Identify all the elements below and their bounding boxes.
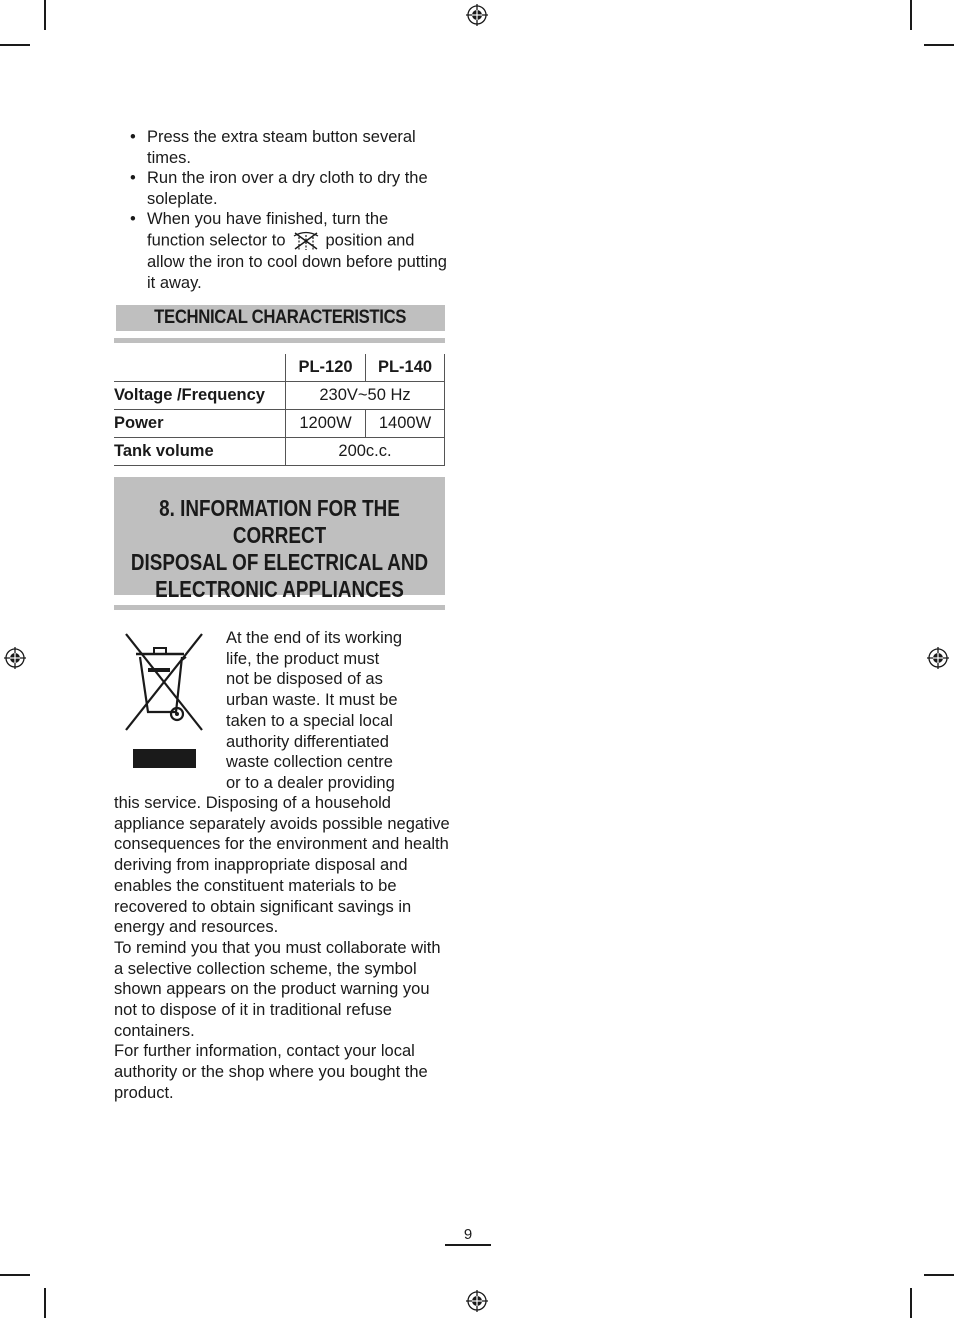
spec-label: Voltage /Frequency xyxy=(114,386,265,404)
list-item: • Run the iron over a dry cloth to dry the soleplate. xyxy=(130,169,428,208)
divider xyxy=(114,605,445,610)
registration-mark-icon xyxy=(4,647,26,669)
paragraph: For further information, contact your local authority or the shop where you bought the product. xyxy=(114,1042,428,1102)
paragraph: To remind you that you must collaborate with a selective collection scheme, the symbol shown appears on the product warning you not to dispose of it in traditional refuse containers. xyxy=(114,938,441,1040)
crop-mark xyxy=(44,0,46,30)
spec-label: Power xyxy=(114,414,164,432)
spec-value: 200c.c. xyxy=(286,438,445,466)
crossed-out-wheelie-bin-icon xyxy=(122,630,208,772)
crop-mark xyxy=(0,1274,30,1276)
registration-mark-icon xyxy=(466,1290,488,1312)
section-heading-disposal: 8. INFORMATION FOR THE CORRECT DISPOSAL OF ELECTRICAL AND ELECTRONIC APPLIANCES xyxy=(114,477,445,595)
list-item: • Press the extra steam button several times. xyxy=(130,128,416,167)
spec-value: 230V~50 Hz xyxy=(286,382,445,410)
list-item: • When you have finished, turn the function selector to position and allow the iron to cool down before putting it away. xyxy=(130,210,447,292)
model-header: PL-140 xyxy=(366,354,445,382)
crop-mark xyxy=(910,0,912,30)
page-number-underline xyxy=(445,1244,491,1246)
registration-mark-icon xyxy=(927,647,949,669)
crop-mark xyxy=(924,44,954,46)
page-number: 9 xyxy=(463,1226,473,1243)
table-row xyxy=(114,438,445,466)
crop-mark xyxy=(0,44,30,46)
registration-mark-icon xyxy=(466,4,488,26)
table-row xyxy=(114,382,445,410)
disposal-paragraph-continued xyxy=(114,793,454,1104)
spec-value: 1200W xyxy=(286,410,366,438)
crop-mark xyxy=(910,1288,912,1318)
table-header-row xyxy=(114,354,445,382)
spec-table xyxy=(114,354,445,466)
crop-mark xyxy=(924,1274,954,1276)
spec-label: Tank volume xyxy=(114,442,214,460)
spec-value: 1400W xyxy=(366,410,445,438)
steam-off-icon xyxy=(290,230,322,252)
table-row xyxy=(114,410,445,438)
paragraph: this service. Disposing of a household appliance separately avoids possible negative consequences for the environment and health deriving from inappropriate disposal and enables the constituent materials to be recovered to obtain significant savings in energy and resources. xyxy=(114,794,450,937)
disposal-paragraph: At the end of its working life, the product must not be disposed of as urban waste. It must be taken to a special local authority differentiated waste collection centre or to a dealer providing xyxy=(226,629,403,792)
section-heading-technical: TECHNICAL CHARACTERISTICS xyxy=(116,305,445,331)
divider xyxy=(114,338,445,343)
model-header: PL-120 xyxy=(286,354,366,382)
crop-mark xyxy=(44,1288,46,1318)
instruction-list xyxy=(130,127,450,293)
